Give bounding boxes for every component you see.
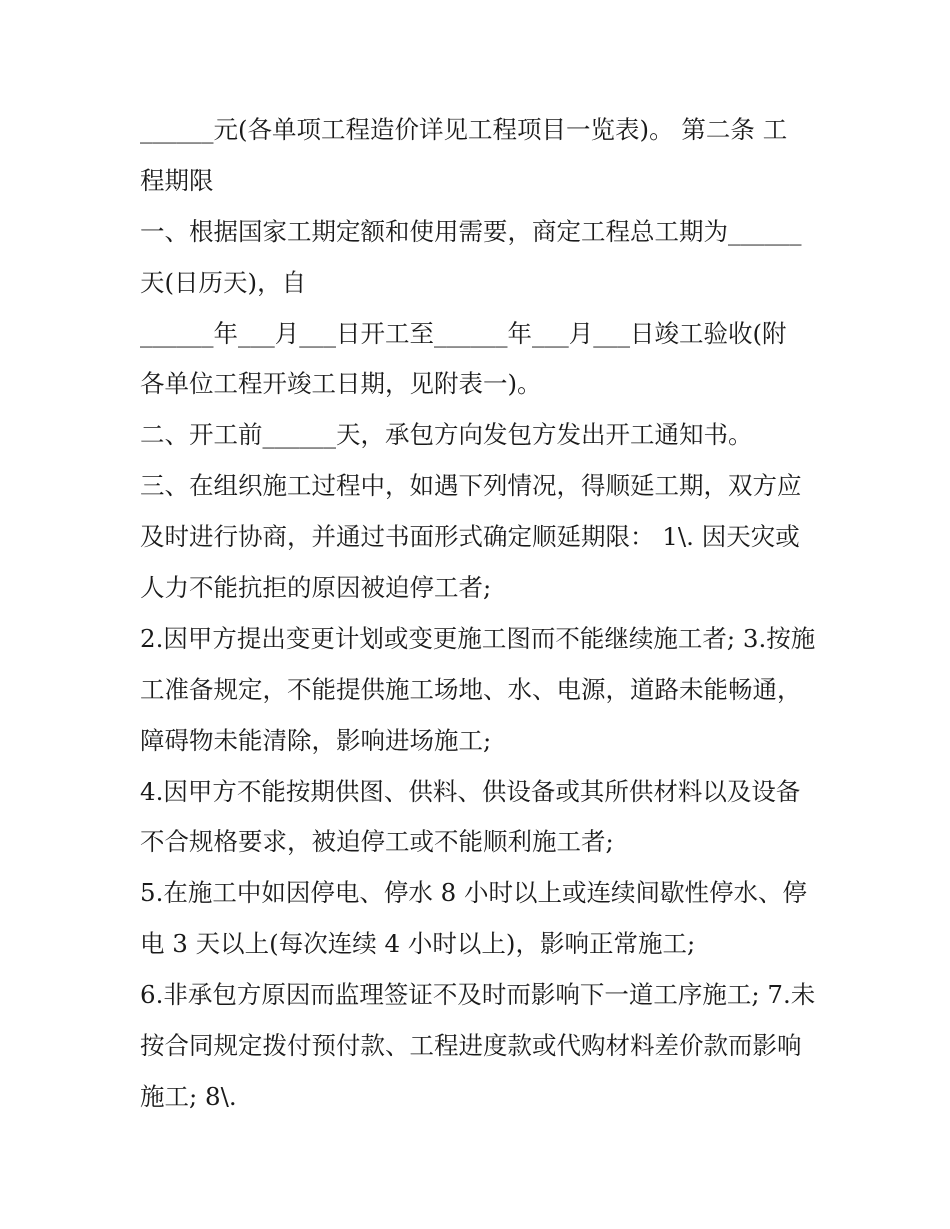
text-line: 按合同规定拨付预付款、工程进度款或代购材料差价款而影响 — [140, 1031, 802, 1061]
text-line: 施工; 8\. — [140, 1081, 237, 1111]
text-line: 4.因甲方不能按期供图、供料、供设备或其所供材料以及设备 — [140, 776, 801, 806]
text-line: 及时进行协商，并通过书面形式确定顺延期限： 1\. 因天灾或 — [140, 522, 800, 552]
text-line: 一、根据国家工期定额和使用需要，商定工程总工期为______ — [140, 216, 802, 246]
text-line: 三、在组织施工过程中，如遇下列情况，得顺延工期，双方应 — [140, 471, 802, 501]
text-line: 6.非承包方原因而监理签证不及时而影响下一道工序施工; 7.未 — [140, 980, 816, 1010]
text-line: 5.在施工中如因停电、停水 8 小时以上或连续间歇性停水、停 — [140, 878, 808, 908]
text-line: 2.因甲方提出变更计划或变更施工图而不能继续施工者; 3.按施 — [140, 623, 816, 653]
text-line: ______元(各单项工程造价详见工程项目一览表)。 第二条 工 — [140, 115, 788, 144]
text-line: 人力不能抗拒的原因被迫停工者; — [140, 573, 492, 603]
text-line: 电 3 天以上(每次连续 4 小时以上)，影响正常施工; — [140, 929, 696, 959]
text-line: 天(日历天)，自 — [140, 267, 307, 297]
document-body — [140, 105, 816, 1123]
text-line: 二、开工前______天，承包方向发包方发出开工通知书。 — [140, 420, 753, 450]
text-line: 障碍物未能清除，影响进场施工; — [140, 725, 492, 755]
text-line: 各单位工程开竣工日期，见附表一)。 — [140, 369, 542, 399]
text-line: 程期限 — [140, 165, 214, 195]
text-line: ______年___月___日开工至______年___月___日竣工验收(附 — [140, 318, 787, 348]
text-line: 工准备规定，不能提供施工场地、水、电源，道路未能畅通， — [140, 674, 802, 704]
text-line: 不合规格要求，被迫停工或不能顺利施工者; — [140, 827, 614, 857]
